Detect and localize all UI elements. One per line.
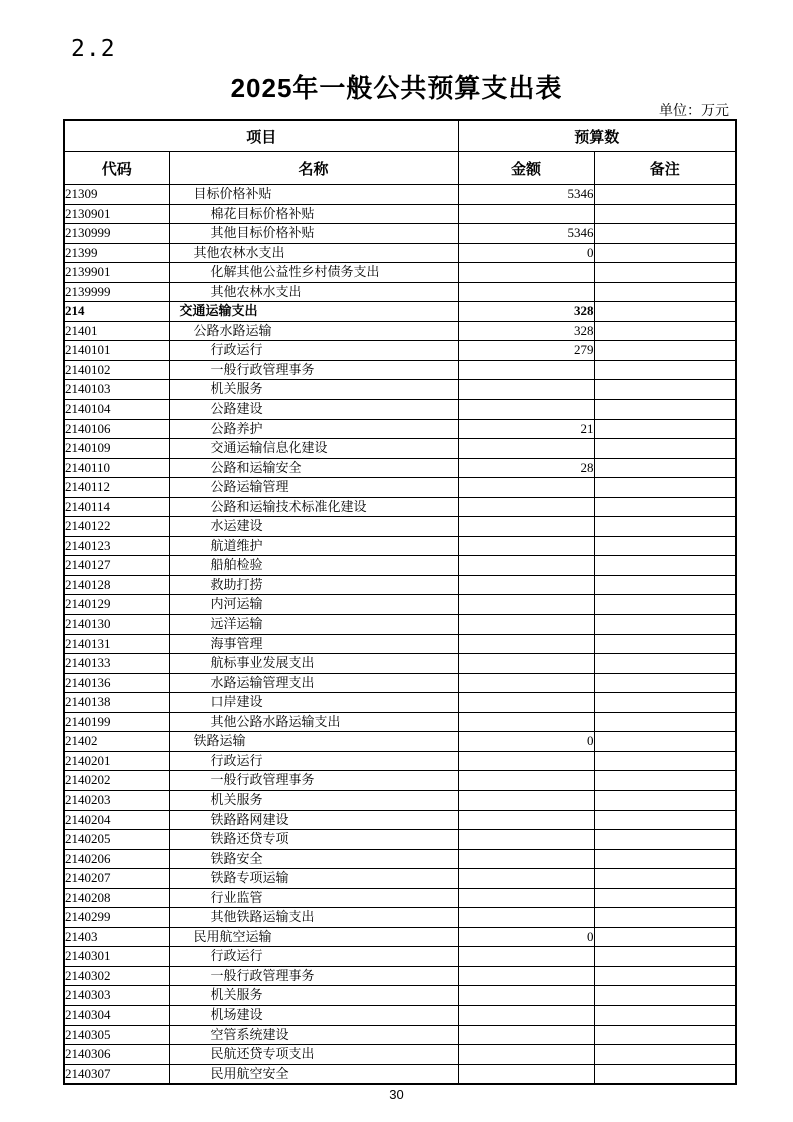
table-row <box>64 771 736 791</box>
table-row <box>64 204 736 224</box>
name-cell: 一般行政管理事务 <box>169 966 458 986</box>
amount-cell: 28 <box>458 458 594 478</box>
header-budget-group: 预算数 <box>458 120 736 152</box>
code-cell: 2140205 <box>64 830 169 850</box>
table-row <box>64 634 736 654</box>
name-cell: 公路水路运输 <box>169 321 458 341</box>
remark-cell <box>594 654 736 674</box>
code-cell: 21309 <box>64 185 169 205</box>
code-cell: 2140201 <box>64 751 169 771</box>
code-cell: 2140199 <box>64 712 169 732</box>
remark-cell <box>594 458 736 478</box>
amount-cell: 328 <box>458 302 594 322</box>
code-cell: 2140110 <box>64 458 169 478</box>
name-cell: 海事管理 <box>169 634 458 654</box>
name-cell: 行政运行 <box>169 341 458 361</box>
name-cell: 救助打捞 <box>169 575 458 595</box>
amount-cell <box>458 1005 594 1025</box>
table-row <box>64 810 736 830</box>
name-cell: 口岸建设 <box>169 693 458 713</box>
code-cell: 21403 <box>64 927 169 947</box>
budget-table <box>63 119 737 1085</box>
remark-cell <box>594 947 736 967</box>
table-row <box>64 556 736 576</box>
amount-cell: 0 <box>458 243 594 263</box>
code-cell: 2140306 <box>64 1045 169 1065</box>
amount-cell: 0 <box>458 732 594 752</box>
table-row <box>64 517 736 537</box>
amount-cell <box>458 556 594 576</box>
code-cell: 2140138 <box>64 693 169 713</box>
remark-cell <box>594 517 736 537</box>
name-cell: 其他农林水支出 <box>169 243 458 263</box>
name-cell: 铁路路网建设 <box>169 810 458 830</box>
remark-cell <box>594 673 736 693</box>
code-cell: 2140208 <box>64 888 169 908</box>
code-cell: 2130999 <box>64 224 169 244</box>
code-cell: 2140122 <box>64 517 169 537</box>
code-cell: 2140301 <box>64 947 169 967</box>
name-cell: 其他铁路运输支出 <box>169 908 458 928</box>
remark-cell <box>594 1045 736 1065</box>
code-cell: 2140133 <box>64 654 169 674</box>
table-row <box>64 536 736 556</box>
table-row <box>64 400 736 420</box>
amount-cell <box>458 282 594 302</box>
table-row <box>64 1045 736 1065</box>
table-row <box>64 282 736 302</box>
table-row <box>64 654 736 674</box>
name-cell: 远洋运输 <box>169 615 458 635</box>
amount-cell <box>458 400 594 420</box>
code-cell: 21401 <box>64 321 169 341</box>
remark-cell <box>594 927 736 947</box>
remark-cell <box>594 810 736 830</box>
code-cell: 21402 <box>64 732 169 752</box>
remark-cell <box>594 575 736 595</box>
header-name: 名称 <box>169 152 458 185</box>
remark-cell <box>594 478 736 498</box>
amount-cell <box>458 712 594 732</box>
remark-cell <box>594 712 736 732</box>
amount-cell <box>458 790 594 810</box>
table-row <box>64 439 736 459</box>
amount-cell <box>458 439 594 459</box>
table-row <box>64 360 736 380</box>
table-row <box>64 830 736 850</box>
amount-cell: 0 <box>458 927 594 947</box>
name-cell: 机关服务 <box>169 986 458 1006</box>
name-cell: 公路养护 <box>169 419 458 439</box>
table-row <box>64 458 736 478</box>
remark-cell <box>594 243 736 263</box>
table-row <box>64 1005 736 1025</box>
table-row <box>64 849 736 869</box>
remark-cell <box>594 224 736 244</box>
code-cell: 2140129 <box>64 595 169 615</box>
name-cell: 化解其他公益性乡村债务支出 <box>169 263 458 283</box>
remark-cell <box>594 908 736 928</box>
amount-cell <box>458 986 594 1006</box>
page-number: 30 <box>389 1087 404 1102</box>
table-row <box>64 1025 736 1045</box>
table-row <box>64 751 736 771</box>
remark-cell <box>594 380 736 400</box>
code-cell: 2140299 <box>64 908 169 928</box>
amount-cell <box>458 575 594 595</box>
table-row <box>64 575 736 595</box>
code-cell: 2140202 <box>64 771 169 791</box>
remark-cell <box>594 302 736 322</box>
remark-cell <box>594 360 736 380</box>
table-header <box>64 120 736 185</box>
amount-cell <box>458 966 594 986</box>
remark-cell <box>594 830 736 850</box>
table-row <box>64 224 736 244</box>
code-cell: 2140204 <box>64 810 169 830</box>
table-row <box>64 732 736 752</box>
name-cell: 民航还贷专项支出 <box>169 1045 458 1065</box>
amount-cell <box>458 360 594 380</box>
name-cell: 水路运输管理支出 <box>169 673 458 693</box>
name-cell: 公路建设 <box>169 400 458 420</box>
code-cell: 2140109 <box>64 439 169 459</box>
name-cell: 行政运行 <box>169 751 458 771</box>
table-row <box>64 478 736 498</box>
remark-cell <box>594 693 736 713</box>
amount-cell <box>458 595 594 615</box>
code-cell: 2140104 <box>64 400 169 420</box>
name-cell: 船舶检验 <box>169 556 458 576</box>
table-row <box>64 595 736 615</box>
table-row <box>64 341 736 361</box>
code-cell: 2140106 <box>64 419 169 439</box>
table-row <box>64 1064 736 1084</box>
name-cell: 公路运输管理 <box>169 478 458 498</box>
remark-cell <box>594 986 736 1006</box>
name-cell: 一般行政管理事务 <box>169 771 458 791</box>
remark-cell <box>594 1005 736 1025</box>
amount-cell <box>458 869 594 889</box>
table-row <box>64 185 736 205</box>
amount-cell <box>458 263 594 283</box>
code-cell: 2140103 <box>64 380 169 400</box>
code-cell: 2140128 <box>64 575 169 595</box>
amount-cell <box>458 849 594 869</box>
unit-label: 单位：万元 <box>659 104 729 119</box>
remark-cell <box>594 869 736 889</box>
amount-cell <box>458 497 594 517</box>
amount-cell <box>458 615 594 635</box>
table-row <box>64 419 736 439</box>
amount-cell <box>458 478 594 498</box>
remark-cell <box>594 595 736 615</box>
code-cell: 2139901 <box>64 263 169 283</box>
name-cell: 一般行政管理事务 <box>169 360 458 380</box>
name-cell: 民用航空运输 <box>169 927 458 947</box>
page-title: 2025年一般公共预算支出表 <box>230 73 563 103</box>
amount-cell <box>458 751 594 771</box>
name-cell: 水运建设 <box>169 517 458 537</box>
header-amount: 金额 <box>458 152 594 185</box>
code-cell: 2140101 <box>64 341 169 361</box>
code-cell: 2130901 <box>64 204 169 224</box>
code-cell: 2139999 <box>64 282 169 302</box>
code-cell: 2140102 <box>64 360 169 380</box>
remark-cell <box>594 497 736 517</box>
amount-cell <box>458 1045 594 1065</box>
code-cell: 2140136 <box>64 673 169 693</box>
remark-cell <box>594 282 736 302</box>
header-columns-row <box>64 152 736 185</box>
name-cell: 公路和运输技术标准化建设 <box>169 497 458 517</box>
remark-cell <box>594 185 736 205</box>
table-row <box>64 673 736 693</box>
table-row <box>64 263 736 283</box>
remark-cell <box>594 321 736 341</box>
remark-cell <box>594 634 736 654</box>
name-cell: 行政运行 <box>169 947 458 967</box>
amount-cell: 5346 <box>458 224 594 244</box>
name-cell: 公路和运输安全 <box>169 458 458 478</box>
amount-cell <box>458 654 594 674</box>
name-cell: 机关服务 <box>169 380 458 400</box>
code-cell: 2140114 <box>64 497 169 517</box>
remark-cell <box>594 439 736 459</box>
amount-cell <box>458 517 594 537</box>
table-row <box>64 986 736 1006</box>
table-row <box>64 693 736 713</box>
remark-cell <box>594 751 736 771</box>
table-row <box>64 302 736 322</box>
remark-cell <box>594 615 736 635</box>
code-cell: 2140123 <box>64 536 169 556</box>
table-row <box>64 908 736 928</box>
amount-cell <box>458 1064 594 1084</box>
name-cell: 其他农林水支出 <box>169 282 458 302</box>
remark-cell <box>594 1025 736 1045</box>
remark-cell <box>594 966 736 986</box>
table-row <box>64 888 736 908</box>
remark-cell <box>594 732 736 752</box>
remark-cell <box>594 341 736 361</box>
code-cell: 2140127 <box>64 556 169 576</box>
code-cell: 2140305 <box>64 1025 169 1045</box>
amount-cell <box>458 810 594 830</box>
remark-cell <box>594 556 736 576</box>
table-row <box>64 321 736 341</box>
name-cell: 其他目标价格补贴 <box>169 224 458 244</box>
amount-cell: 5346 <box>458 185 594 205</box>
table-row <box>64 966 736 986</box>
amount-cell <box>458 908 594 928</box>
name-cell: 铁路还贷专项 <box>169 830 458 850</box>
code-cell: 2140130 <box>64 615 169 635</box>
header-group-row <box>64 120 736 152</box>
name-cell: 空管系统建设 <box>169 1025 458 1045</box>
table-row <box>64 243 736 263</box>
amount-cell <box>458 536 594 556</box>
name-cell: 内河运输 <box>169 595 458 615</box>
name-cell: 铁路运输 <box>169 732 458 752</box>
table-row <box>64 380 736 400</box>
name-cell: 铁路安全 <box>169 849 458 869</box>
amount-cell <box>458 693 594 713</box>
amount-cell <box>458 380 594 400</box>
amount-cell <box>458 634 594 654</box>
amount-cell <box>458 947 594 967</box>
code-cell: 214 <box>64 302 169 322</box>
amount-cell <box>458 888 594 908</box>
section-number: 2.2 <box>71 36 116 62</box>
header-remark: 备注 <box>594 152 736 185</box>
amount-cell: 279 <box>458 341 594 361</box>
remark-cell <box>594 419 736 439</box>
table-row <box>64 790 736 810</box>
code-cell: 2140112 <box>64 478 169 498</box>
name-cell: 航道维护 <box>169 536 458 556</box>
name-cell: 目标价格补贴 <box>169 185 458 205</box>
name-cell: 航标事业发展支出 <box>169 654 458 674</box>
amount-cell <box>458 204 594 224</box>
code-cell: 2140304 <box>64 1005 169 1025</box>
table-body <box>64 185 736 1085</box>
name-cell: 铁路专项运输 <box>169 869 458 889</box>
remark-cell <box>594 771 736 791</box>
code-cell: 2140303 <box>64 986 169 1006</box>
remark-cell <box>594 790 736 810</box>
code-cell: 2140207 <box>64 869 169 889</box>
code-cell: 2140203 <box>64 790 169 810</box>
remark-cell <box>594 263 736 283</box>
name-cell: 机场建设 <box>169 1005 458 1025</box>
code-cell: 2140307 <box>64 1064 169 1084</box>
code-cell: 2140206 <box>64 849 169 869</box>
amount-cell <box>458 830 594 850</box>
name-cell: 交通运输信息化建设 <box>169 439 458 459</box>
remark-cell <box>594 1064 736 1084</box>
amount-cell: 328 <box>458 321 594 341</box>
remark-cell <box>594 400 736 420</box>
table-row <box>64 927 736 947</box>
name-cell: 其他公路水路运输支出 <box>169 712 458 732</box>
name-cell: 机关服务 <box>169 790 458 810</box>
remark-cell <box>594 204 736 224</box>
table-row <box>64 947 736 967</box>
header-item-group: 项目 <box>64 120 458 152</box>
name-cell: 行业监管 <box>169 888 458 908</box>
remark-cell <box>594 536 736 556</box>
code-cell: 2140131 <box>64 634 169 654</box>
name-cell: 棉花目标价格补贴 <box>169 204 458 224</box>
remark-cell <box>594 888 736 908</box>
code-cell: 21399 <box>64 243 169 263</box>
table-row <box>64 869 736 889</box>
amount-cell <box>458 673 594 693</box>
table-row <box>64 497 736 517</box>
table-row <box>64 712 736 732</box>
name-cell: 交通运输支出 <box>169 302 458 322</box>
code-cell: 2140302 <box>64 966 169 986</box>
amount-cell: 21 <box>458 419 594 439</box>
table-row <box>64 615 736 635</box>
amount-cell <box>458 1025 594 1045</box>
name-cell: 民用航空安全 <box>169 1064 458 1084</box>
amount-cell <box>458 771 594 791</box>
remark-cell <box>594 849 736 869</box>
header-code: 代码 <box>64 152 169 185</box>
